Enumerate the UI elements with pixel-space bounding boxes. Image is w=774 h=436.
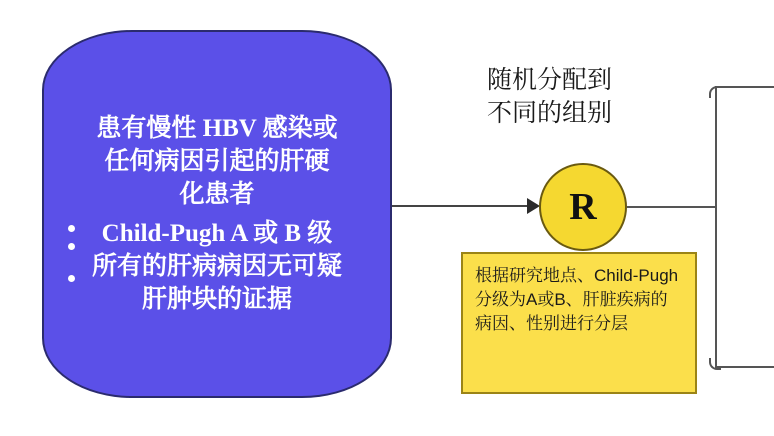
population-criteria-node (42, 30, 392, 398)
population-bullet-1: Child-Pugh A 或 B 级 (101, 220, 333, 247)
population-bullet-2: 所有的肝病病因无可疑 (91, 253, 342, 280)
connector-bracket-vertical (715, 86, 717, 368)
connector-corner-top (709, 86, 721, 98)
stratification-note: 根据研究地点、Child-Pugh 分级为A或B、肝脏疾病的病因、性别进行分层 (461, 252, 697, 394)
arrow-line-to-randomization (392, 205, 532, 207)
randomization-node (539, 163, 627, 251)
bullet-dot-icon (68, 225, 75, 232)
randomization-label-line-2: 不同的组别 (487, 99, 613, 127)
population-bullet-3: 肝肿块的证据 (141, 286, 292, 313)
bullet-dot-icon (68, 243, 75, 250)
connector-branch-bottom (715, 366, 774, 368)
bullet-dot-icon (68, 275, 75, 282)
connector-corner-bottom (709, 358, 721, 370)
randomization-label (487, 64, 697, 130)
population-criteria-line-2: 任何病因引起的肝硬 (104, 148, 330, 175)
population-criteria-group (67, 112, 367, 211)
connector-branch-top (715, 86, 774, 88)
population-criteria-line-3: 化患者 (179, 181, 255, 208)
connector-line-from-randomization (627, 206, 717, 208)
population-bullet-group (62, 217, 372, 316)
population-criteria-line-1: 患有慢性 HBV 感染或 (96, 115, 338, 142)
randomization-node-symbol: R (569, 186, 597, 228)
randomization-label-line-1: 随机分配到 (487, 66, 613, 94)
